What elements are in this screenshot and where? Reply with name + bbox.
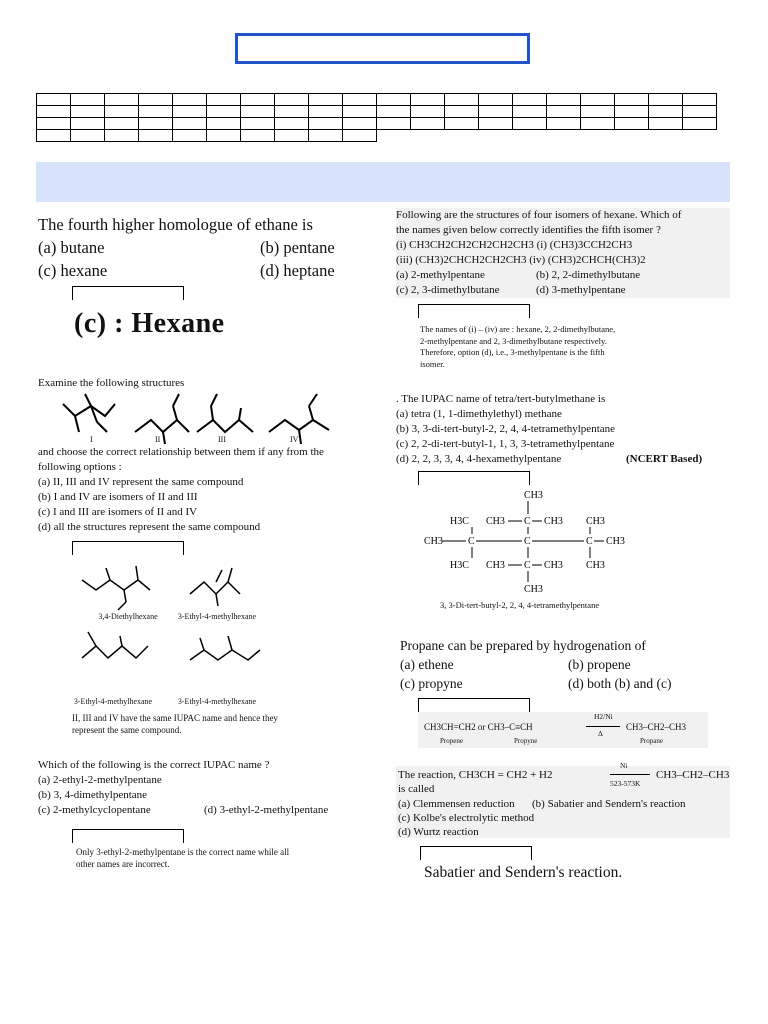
q4-expl-line4: isomer. <box>420 358 445 369</box>
q5-option-a: (a) tetra (1, 1-dimethylethyl) methane <box>396 408 562 420</box>
q6-question: Propane can be prepared by hydrogenation of <box>400 638 646 653</box>
q1-answer: (c) : Hexane <box>74 308 225 339</box>
q5-option-d: (d) 2, 2, 3, 3, 4, 4-hexamethylpentane <box>396 453 562 465</box>
q4-structs-1: (i) CH3CH2CH2CH2CH2CH3 (i) (CH3)3CCH2CH3 <box>396 239 633 251</box>
q4-expl-line2: 2-methylpentane and 2, 3-dimethylbutane respectively. <box>420 335 607 346</box>
q7-line1-b: CH3–CH2–CH3 <box>656 769 730 781</box>
q2-name-IV: 3-Ethyl-4-methylhexane <box>177 697 257 706</box>
q3-option-b: (b) 3, 4-dimethylpentane <box>38 789 148 801</box>
answer-grid <box>36 93 717 142</box>
q4-answer-bracket <box>418 304 530 318</box>
q4-line1: Following are the structures of four isomers of hexane. Which of <box>396 209 682 221</box>
svg-text:CH3: CH3 <box>524 490 543 501</box>
q5-answer-bracket <box>418 471 530 485</box>
q2-name-I: 3,4-Diethylhexane <box>98 612 158 621</box>
q3-question: Which of the following is the correct IUPAC name ? <box>38 759 270 771</box>
header-banner <box>36 162 730 202</box>
title-box <box>235 33 530 64</box>
q7-line2: is called <box>398 783 435 795</box>
q5-option-b: (b) 3, 3-di-tert-butyl-2, 2, 4, 4-tetramethylpentane <box>396 423 616 435</box>
q7-option-a: (a) Clemmensen reduction <box>398 798 515 810</box>
q4-structs-2: (iii) (CH3)2CHCH2CH2CH3 (iv) (CH3)2CHCH(CH3)2 <box>396 254 646 266</box>
structure-II <box>135 420 189 432</box>
q3-expl-line2: other names are incorrect. <box>76 859 170 869</box>
q6-option-d: (d) both (b) and (c) <box>568 676 672 691</box>
q2-question: Examine the following structures <box>38 377 185 389</box>
q2-option-b: (b) I and IV are isomers of II and III <box>38 491 198 503</box>
svg-text:CH3: CH3 <box>544 516 563 527</box>
q6-eq-cond-bot: Δ <box>598 729 603 738</box>
structure-III <box>197 420 253 432</box>
q6-label-propene: Propene <box>440 737 463 745</box>
q1-option-c: (c) hexane <box>38 261 108 280</box>
q1-option-d: (d) heptane <box>260 261 335 280</box>
svg-text:CH3: CH3 <box>486 516 505 527</box>
q7-cond-bot: 523-573K <box>610 779 641 788</box>
q6-option-b: (b) propene <box>568 657 631 672</box>
svg-text:CH3: CH3 <box>606 536 625 547</box>
q6-label-propyne: Propyne <box>514 737 538 745</box>
structure-I <box>63 404 115 416</box>
svg-text:C: C <box>524 516 531 527</box>
q2-structures <box>55 392 355 448</box>
q1-block <box>38 213 378 282</box>
q4-option-c: (c) 2, 3-dimethylbutane <box>396 284 500 296</box>
q3-option-c: (c) 2-methylcyclopentane <box>38 804 151 816</box>
svg-text:CH3: CH3 <box>586 560 605 571</box>
q6-block <box>400 636 730 693</box>
q2-label-IV: IV <box>290 435 299 444</box>
svg-text:C: C <box>468 536 475 547</box>
q6-eq-cond-top: H2/Ni <box>594 712 613 721</box>
q7-option-c: (c) Kolbe's electrolytic method <box>398 812 535 824</box>
q4-explanation <box>420 324 710 370</box>
q6-option-a: (a) ethene <box>400 657 454 672</box>
q1-option-b: (b) pentane <box>260 238 335 257</box>
q6-answer-bracket <box>418 698 530 712</box>
q5-tag: (NCERT Based) <box>626 453 703 465</box>
q3-option-d: (d) 3-ethyl-2-methylpentane <box>204 804 329 816</box>
q7-option-b: (b) Sabatier and Sendern's reaction <box>532 798 686 810</box>
svg-text:CH3: CH3 <box>524 584 543 595</box>
q7-block <box>396 761 730 838</box>
q2-name-III: 3-Ethyl-4-methylhexane <box>73 697 153 706</box>
q7-answer-bracket <box>420 846 532 860</box>
q4-option-a: (a) 2-methylpentane <box>396 269 485 281</box>
q3-answer-bracket <box>72 829 184 843</box>
q7-line1-a: The reaction, CH3CH = CH2 + H2 <box>398 769 553 781</box>
q1-question: The fourth higher homologue of ethane is <box>38 215 313 234</box>
svg-text:H3C: H3C <box>450 560 469 571</box>
q6-eq-arrow <box>586 726 620 727</box>
q4-option-b: (b) 2, 2-dimethylbutane <box>536 269 641 281</box>
svg-text:C: C <box>524 536 531 547</box>
q2-name-II: 3-Ethyl-4-methylhexane <box>177 612 257 621</box>
q1-answer-bracket <box>72 286 184 300</box>
q6-eq-left: CH3CH=CH2 or CH3–C≡CH <box>424 722 533 732</box>
q6-label-propane: Propane <box>640 737 663 745</box>
q7-cond-top: Ni <box>620 761 628 770</box>
q2-answer-bracket <box>72 541 184 555</box>
q5-option-c: (c) 2, 2-di-tert-butyl-1, 1, 3, 3-tetramethylpentane <box>396 438 615 450</box>
q4-block <box>396 208 730 298</box>
q2-label-II: II <box>155 435 161 444</box>
q2-body <box>38 445 378 535</box>
svg-text:CH3: CH3 <box>544 560 563 571</box>
q7-answer: Sabatier and Sendern's reaction. <box>424 864 623 881</box>
q2-expl-line1: II, III and IV have the same IUPAC name and hence they <box>72 713 278 723</box>
q1-option-a: (a) butane <box>38 238 105 257</box>
q5-structure <box>420 486 640 596</box>
q3-block <box>38 758 378 818</box>
q2-expl-line2: represent the same compound. <box>72 725 182 735</box>
svg-text:H3C: H3C <box>450 516 469 527</box>
q2-explanation <box>72 712 372 736</box>
q4-line2: the names given below correctly identifies the fifth isomer ? <box>396 224 661 236</box>
q6-option-c: (c) propyne <box>400 676 463 691</box>
q2-option-c: (c) I and III are isomers of II and IV <box>38 506 198 518</box>
q5-block <box>396 392 730 467</box>
svg-text:C: C <box>586 536 593 547</box>
q3-expl-line1: Only 3-ethyl-2-methylpentane is the correct name while all <box>76 847 290 857</box>
svg-text:CH3: CH3 <box>486 560 505 571</box>
q2-label-I: I <box>90 435 93 444</box>
q6-eq-right: CH3–CH2–CH3 <box>626 722 687 732</box>
q4-option-d: (d) 3-methylpentane <box>536 284 626 296</box>
q2-option-a: (a) II, III and IV represent the same compound <box>38 476 244 488</box>
q7-option-d: (d) Wurtz reaction <box>398 826 479 838</box>
q2-option-d: (d) all the structures represent the same compound <box>38 521 261 533</box>
q5-question: . The IUPAC name of tetra/tert-butylmethane is <box>396 393 606 405</box>
q2-label-III: III <box>218 435 226 444</box>
q6-equation <box>418 712 708 748</box>
q2-line2: and choose the correct relationship between them if any from the <box>38 446 324 458</box>
q2-answer-structures <box>78 560 278 690</box>
q4-expl-line1: The names of (i) – (iv) are : hexane, 2, 2-dimethylbutane, <box>420 324 616 334</box>
q2-line3: following options : <box>38 461 122 473</box>
q4-expl-line3: Therefore, option (d), i.e., 3-methylpentane is the fifth <box>420 347 605 357</box>
q3-option-a: (a) 2-ethyl-2-methylpentane <box>38 774 162 786</box>
svg-text:CH3: CH3 <box>424 536 443 547</box>
q7-arrow <box>610 774 650 775</box>
q5-caption: 3, 3-Di-tert-butyl-2, 2, 4, 4-tetramethylpentane <box>440 600 600 610</box>
svg-text:CH3: CH3 <box>586 516 605 527</box>
svg-text:C: C <box>524 560 531 571</box>
q3-explanation <box>76 846 346 870</box>
